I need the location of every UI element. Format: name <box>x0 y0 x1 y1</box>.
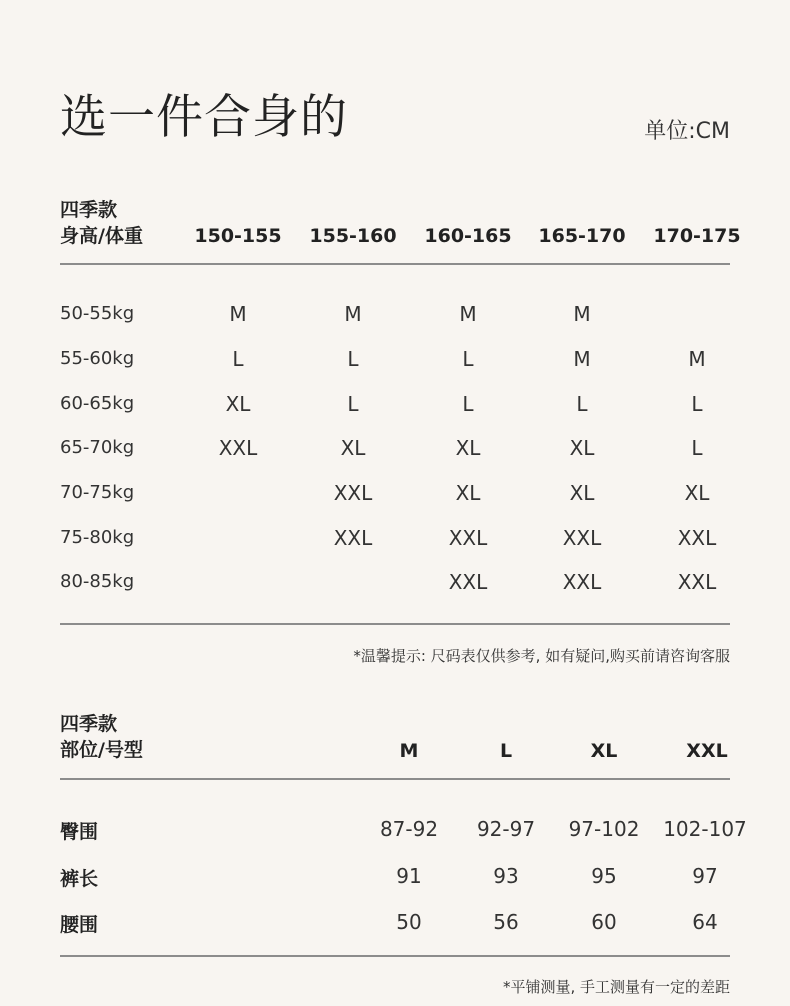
part-label: 裤长 <box>60 868 99 890</box>
size-cell: XL <box>455 481 481 505</box>
height-header: 165-170 <box>538 225 626 247</box>
size-cell: XXL <box>218 436 258 460</box>
size-cell: L <box>347 347 359 371</box>
size-cell: M <box>573 302 591 326</box>
size-header: M <box>399 740 419 762</box>
size-cell: XXL <box>448 526 488 550</box>
size-cell: L <box>576 392 588 416</box>
size-cell: XL <box>569 436 595 460</box>
size-cell: XL <box>225 392 251 416</box>
weight-label: 70-75kg <box>60 482 135 503</box>
size-cell: L <box>347 392 359 416</box>
size-cell: L <box>691 436 703 460</box>
header-divider <box>60 263 730 265</box>
height-header: 155-160 <box>309 225 397 247</box>
size-cell: L <box>462 347 474 371</box>
part-label: 臀围 <box>60 821 99 843</box>
size-header: XXL <box>686 740 728 762</box>
size-header: XL <box>590 740 618 762</box>
size-cell: XXL <box>333 526 373 550</box>
measure-table-label-axes: 部位/号型 <box>60 739 143 761</box>
size-cell: XXL <box>448 570 488 594</box>
size-cell: M <box>459 302 477 326</box>
measure-cell: 102-107 <box>663 817 747 841</box>
size-table-label-axes: 身高/体重 <box>60 225 143 247</box>
size-cell: XL <box>569 481 595 505</box>
size-cell: XL <box>340 436 366 460</box>
measure-table-label-season: 四季款 <box>60 713 118 735</box>
table-bottom-divider <box>60 955 730 957</box>
measure-cell: 92-97 <box>476 817 536 841</box>
size-table-note: *温馨提示: 尺码表仅供参考, 如有疑问,购买前请咨询客服 <box>353 647 730 665</box>
measure-cell: 50 <box>396 910 422 934</box>
size-cell: XL <box>455 436 481 460</box>
size-cell: M <box>688 347 706 371</box>
size-cell: XL <box>684 481 710 505</box>
part-label: 腰围 <box>60 914 99 936</box>
size-cell: M <box>344 302 362 326</box>
table-bottom-divider <box>60 623 730 625</box>
weight-label: 80-85kg <box>60 571 135 592</box>
size-table-label-season: 四季款 <box>60 199 118 221</box>
header-divider <box>60 778 730 780</box>
size-cell: L <box>462 392 474 416</box>
weight-label: 55-60kg <box>60 348 135 369</box>
measure-cell: 60 <box>591 910 617 934</box>
measure-cell: 91 <box>396 864 422 888</box>
height-header: 150-155 <box>194 225 282 247</box>
size-cell: XXL <box>333 481 373 505</box>
page-title: 选一件合身的 <box>60 90 348 145</box>
size-cell: M <box>573 347 591 371</box>
size-cell: XXL <box>562 526 602 550</box>
weight-label: 75-80kg <box>60 527 135 548</box>
measure-cell: 97 <box>692 864 718 888</box>
height-header: 170-175 <box>653 225 741 247</box>
measure-cell: 56 <box>493 910 519 934</box>
size-cell: XXL <box>677 570 717 594</box>
height-header: 160-165 <box>424 225 512 247</box>
measure-table-note: *平铺测量, 手工测量有一定的差距 <box>502 978 730 996</box>
size-cell: L <box>691 392 703 416</box>
size-cell: XXL <box>677 526 717 550</box>
size-cell: L <box>232 347 244 371</box>
weight-label: 65-70kg <box>60 437 135 458</box>
size-cell: M <box>229 302 247 326</box>
size-cell: XXL <box>562 570 602 594</box>
measure-cell: 64 <box>692 910 718 934</box>
weight-label: 50-55kg <box>60 303 135 324</box>
measure-cell: 95 <box>591 864 617 888</box>
unit-label: 单位:CM <box>644 119 730 144</box>
size-header: L <box>499 740 513 762</box>
weight-label: 60-65kg <box>60 393 135 414</box>
measure-cell: 93 <box>493 864 519 888</box>
measure-cell: 97-102 <box>568 817 640 841</box>
measure-cell: 87-92 <box>379 817 439 841</box>
